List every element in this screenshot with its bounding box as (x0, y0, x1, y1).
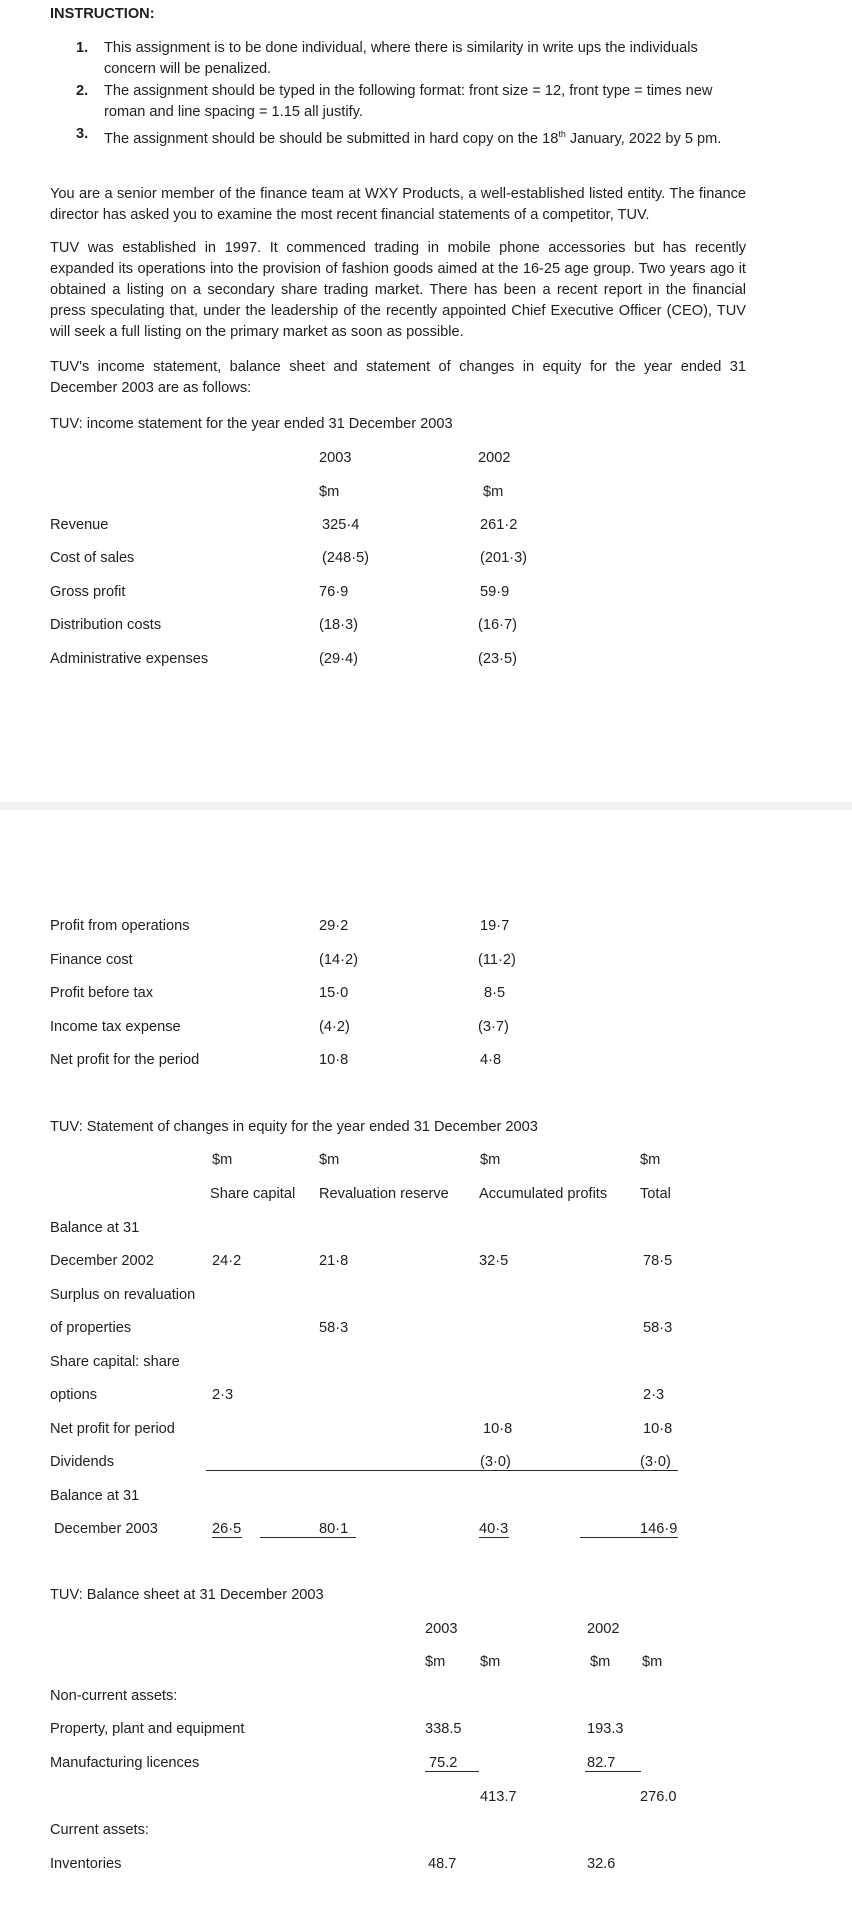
value-2003: 29·2 (319, 918, 349, 934)
value-2002: 261·2 (480, 517, 518, 533)
year-header: 2003 (319, 450, 352, 466)
share-capital-value: 2·3 (212, 1387, 234, 1403)
value-2003: (29·4) (319, 651, 358, 667)
value-2002: 8·5 (484, 985, 506, 1001)
subtotal-2002: 276.0 (640, 1789, 677, 1805)
value-2003: 338.5 (425, 1721, 462, 1737)
row-label: of properties (50, 1320, 132, 1336)
instruction-heading: INSTRUCTION: (50, 6, 155, 22)
item-superscript: th (558, 129, 566, 139)
item-number: 2. (76, 83, 89, 99)
row-label: Inventories (50, 1856, 122, 1872)
year-header: 2003 (425, 1621, 458, 1637)
row-label: Cost of sales (50, 550, 135, 566)
column-header: Share capital (210, 1186, 296, 1202)
unit-header: $m (425, 1654, 446, 1670)
revaluation-value: 21·8 (319, 1253, 349, 1269)
unit-header: $m (640, 1152, 661, 1168)
section-heading: Non-current assets: (50, 1688, 178, 1704)
row-label: Balance at 31 (50, 1220, 140, 1236)
intro-paragraph-1: You are a senior member of the finance team at WXY Products, a well-established listed entity. The finance director has asked you to examine the most recent financial statements of a competitor, TUV. (50, 186, 746, 223)
value-2002: 59·9 (480, 584, 510, 600)
row-label: Net profit for the period (50, 1052, 200, 1068)
intro-paragraph-2: TUV was established in 1997. It commenced trading in mobile phone accessories but has recently expanded its operations into the provision of fashion goods aimed at the 16-25 age group. Two years ago it obtained a listing on a secondary share trading market. There has been a recent report in the financial press speculating that, under the leadership of the recently appointed Chief Executive Officer (CEO), TUV will seek a full listing on the primary market as soon as possible. (50, 240, 746, 340)
value-2002: 82.7 (587, 1755, 616, 1771)
share-capital-value: 24·2 (212, 1253, 242, 1269)
row-label: December 2002 (50, 1253, 154, 1269)
value-2002: 19·7 (480, 918, 510, 934)
page-break (0, 802, 852, 810)
value-2002: (23·5) (478, 651, 517, 667)
item-text: January, 2022 by 5 pm. (565, 130, 722, 147)
item-number: 3. (76, 126, 89, 142)
column-header: Revaluation reserve (319, 1186, 449, 1202)
instruction-item (50, 81, 746, 123)
value-2003: (4·2) (319, 1019, 350, 1035)
section-heading: Current assets: (50, 1822, 149, 1838)
unit-header: $m (480, 1152, 501, 1168)
row-label: Revenue (50, 517, 109, 533)
value-2002: (16·7) (478, 617, 517, 633)
value-2003: 10·8 (319, 1052, 349, 1068)
revaluation-value: 58·3 (319, 1320, 349, 1336)
row-label: Profit from operations (50, 918, 190, 934)
accumulated-value: 32·5 (479, 1253, 509, 1269)
item-text: The assignment should be typed in the following format: front size = 12, front type = times new roman and line spacing = 1.15 all justify. (104, 83, 713, 120)
total-value: 2·3 (643, 1387, 665, 1403)
rule-line (580, 1537, 678, 1538)
item-text: The assignment should be should be submitted in hard copy on the 18 (104, 130, 559, 147)
accumulated-value: (3·0) (480, 1454, 511, 1470)
value-2003: (14·2) (319, 952, 358, 968)
value-2003: 15·0 (319, 985, 349, 1001)
column-header: Total (640, 1186, 671, 1202)
revaluation-value: 80·1 (319, 1521, 349, 1537)
equity-statement-title: TUV: Statement of changes in equity for the year ended 31 December 2003 (50, 1119, 538, 1135)
value-2003: 48.7 (428, 1856, 457, 1872)
row-label: Finance cost (50, 952, 133, 968)
value-2003: (248·5) (322, 550, 370, 566)
value-2003: (18·3) (319, 617, 358, 633)
value-2002: 4·8 (480, 1052, 502, 1068)
total-value: 58·3 (643, 1320, 673, 1336)
value-2002: (11·2) (478, 952, 516, 968)
value-2003: 75.2 (429, 1755, 458, 1771)
year-header: 2002 (478, 450, 511, 466)
rule-line (206, 1470, 678, 1471)
value-2002: (201·3) (480, 550, 528, 566)
row-label: Share capital: share (50, 1354, 180, 1370)
value-2002: 193.3 (587, 1721, 624, 1737)
row-label: Gross profit (50, 584, 126, 600)
unit-header: $m (483, 484, 504, 500)
unit-header: $m (319, 484, 340, 500)
instruction-list (50, 38, 746, 151)
balance-sheet-title: TUV: Balance sheet at 31 December 2003 (50, 1587, 324, 1603)
total-value: 78·5 (643, 1253, 673, 1269)
row-label: Net profit for period (50, 1421, 175, 1437)
rule-line (585, 1771, 641, 1772)
rule-line (425, 1771, 479, 1772)
value-2002: 32.6 (587, 1856, 616, 1872)
unit-header: $m (480, 1654, 501, 1670)
row-label: Administrative expenses (50, 651, 209, 667)
total-value: (3·0) (640, 1454, 671, 1470)
row-label: Income tax expense (50, 1019, 181, 1035)
row-label: Distribution costs (50, 617, 162, 633)
row-label: Balance at 31 (50, 1488, 140, 1504)
subtotal-2003: 413.7 (480, 1789, 517, 1805)
unit-header: $m (642, 1654, 663, 1670)
unit-header: $m (212, 1152, 233, 1168)
accumulated-value: 10·8 (483, 1421, 513, 1437)
total-value: 146·9 (640, 1521, 678, 1537)
instruction-item (50, 124, 746, 150)
value-2003: 325·4 (322, 517, 360, 533)
income-statement-title: TUV: income statement for the year ended 31 December 2003 (50, 416, 453, 432)
rule-line (260, 1537, 356, 1538)
row-label: December 2003 (54, 1521, 158, 1537)
share-capital-value: 26·5 (212, 1521, 242, 1537)
row-label: Profit before tax (50, 985, 154, 1001)
unit-header: $m (319, 1152, 340, 1168)
row-label: Dividends (50, 1454, 115, 1470)
column-header: Accumulated profits (479, 1186, 608, 1202)
unit-header: $m (590, 1654, 611, 1670)
item-number: 1. (76, 40, 89, 56)
rule-line (212, 1537, 242, 1538)
row-label: Surplus on revaluation (50, 1287, 196, 1303)
accumulated-value: 40·3 (479, 1521, 509, 1537)
row-label: options (50, 1387, 98, 1403)
value-2003: 76·9 (319, 584, 349, 600)
value-2002: (3·7) (478, 1019, 509, 1035)
rule-line (479, 1537, 509, 1538)
intro-paragraph-3: TUV's income statement, balance sheet and statement of changes in equity for the year ended 31 December 2003 are as follows: (50, 359, 746, 396)
row-label: Property, plant and equipment (50, 1721, 245, 1737)
year-header: 2002 (587, 1621, 620, 1637)
item-text: This assignment is to be done individual, where there is similarity in write ups the individuals concern will be penalized. (104, 40, 698, 77)
total-value: 10·8 (643, 1421, 673, 1437)
row-label: Manufacturing licences (50, 1755, 200, 1771)
instruction-item (50, 38, 746, 80)
